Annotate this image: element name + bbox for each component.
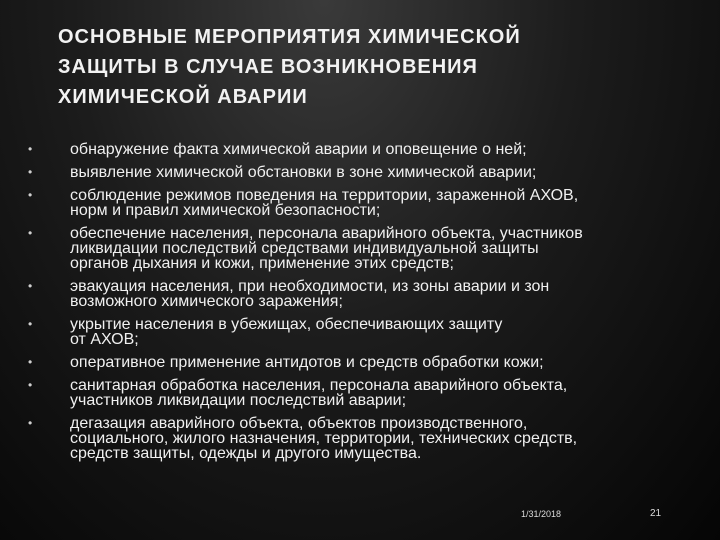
slide-title [58, 22, 658, 112]
bullet-icon: • [28, 165, 33, 179]
list-item-line: обеспечение населения, персонала аварийного объекта, участников [70, 225, 583, 242]
bullet-icon: • [28, 142, 33, 156]
bullet-icon: • [28, 317, 33, 331]
list-item-line: социального, жилого назначения, территории, технических средств, [70, 430, 578, 447]
list-item-line: санитарная обработка населения, персонала аварийного объекта, [70, 377, 568, 394]
list-item-line: оперативное применение антидотов и средств обработки кожи; [70, 354, 544, 371]
bullet-icon: • [28, 188, 33, 202]
bullet-list [28, 142, 678, 469]
list-item-line: дегазация аварийного объекта, объектов производственного, [70, 415, 528, 432]
list-item [28, 279, 678, 309]
list-item-line: соблюдение режимов поведения на территории, зараженной АХОВ, [70, 187, 579, 204]
list-item [28, 355, 678, 370]
list-item [28, 165, 678, 180]
list-item-line: выявление химической обстановки в зоне химической аварии; [70, 164, 537, 181]
list-item-line: обнаружение факта химической аварии и оповещение о ней; [70, 141, 527, 158]
list-item [28, 188, 678, 218]
title-line: ОСНОВНЫЕ МЕРОПРИЯТИЯ ХИМИЧЕСКОЙ [58, 26, 521, 48]
list-item-line: средств защиты, одежды и другого имущества. [70, 445, 422, 462]
list-item-line: органов дыхания и кожи, применение этих средств; [70, 255, 454, 272]
bullet-icon: • [28, 378, 33, 392]
bullet-icon: • [28, 279, 33, 293]
list-item-line: укрытие населения в убежищах, обеспечивающих защиту [70, 316, 503, 333]
list-item-line: эвакуация населения, при необходимости, из зоны аварии и зон [70, 278, 550, 295]
list-item [28, 416, 678, 461]
list-item-line: норм и правил химической безопасности; [70, 202, 381, 219]
list-item [28, 317, 678, 347]
slide-date: 1/31/2018 [521, 509, 562, 519]
bullet-icon: • [28, 355, 33, 369]
list-item-line: ликвидации последствий средствами индивидуальной защиты [70, 240, 539, 257]
title-line: ХИМИЧЕСКОЙ АВАРИИ [58, 86, 308, 108]
list-item [28, 378, 678, 408]
bullet-icon: • [28, 226, 33, 240]
list-item [28, 226, 678, 271]
list-item-line: от АХОВ; [70, 331, 139, 348]
list-item-line: участников ликвидации последствий аварии; [70, 392, 407, 409]
title-line: ЗАЩИТЫ В СЛУЧАЕ ВОЗНИКНОВЕНИЯ [58, 56, 478, 78]
slide-page-number: 21 [650, 508, 662, 519]
bullet-icon: • [28, 416, 33, 430]
list-item-line: возможного химического заражения; [70, 293, 343, 310]
list-item [28, 142, 678, 157]
